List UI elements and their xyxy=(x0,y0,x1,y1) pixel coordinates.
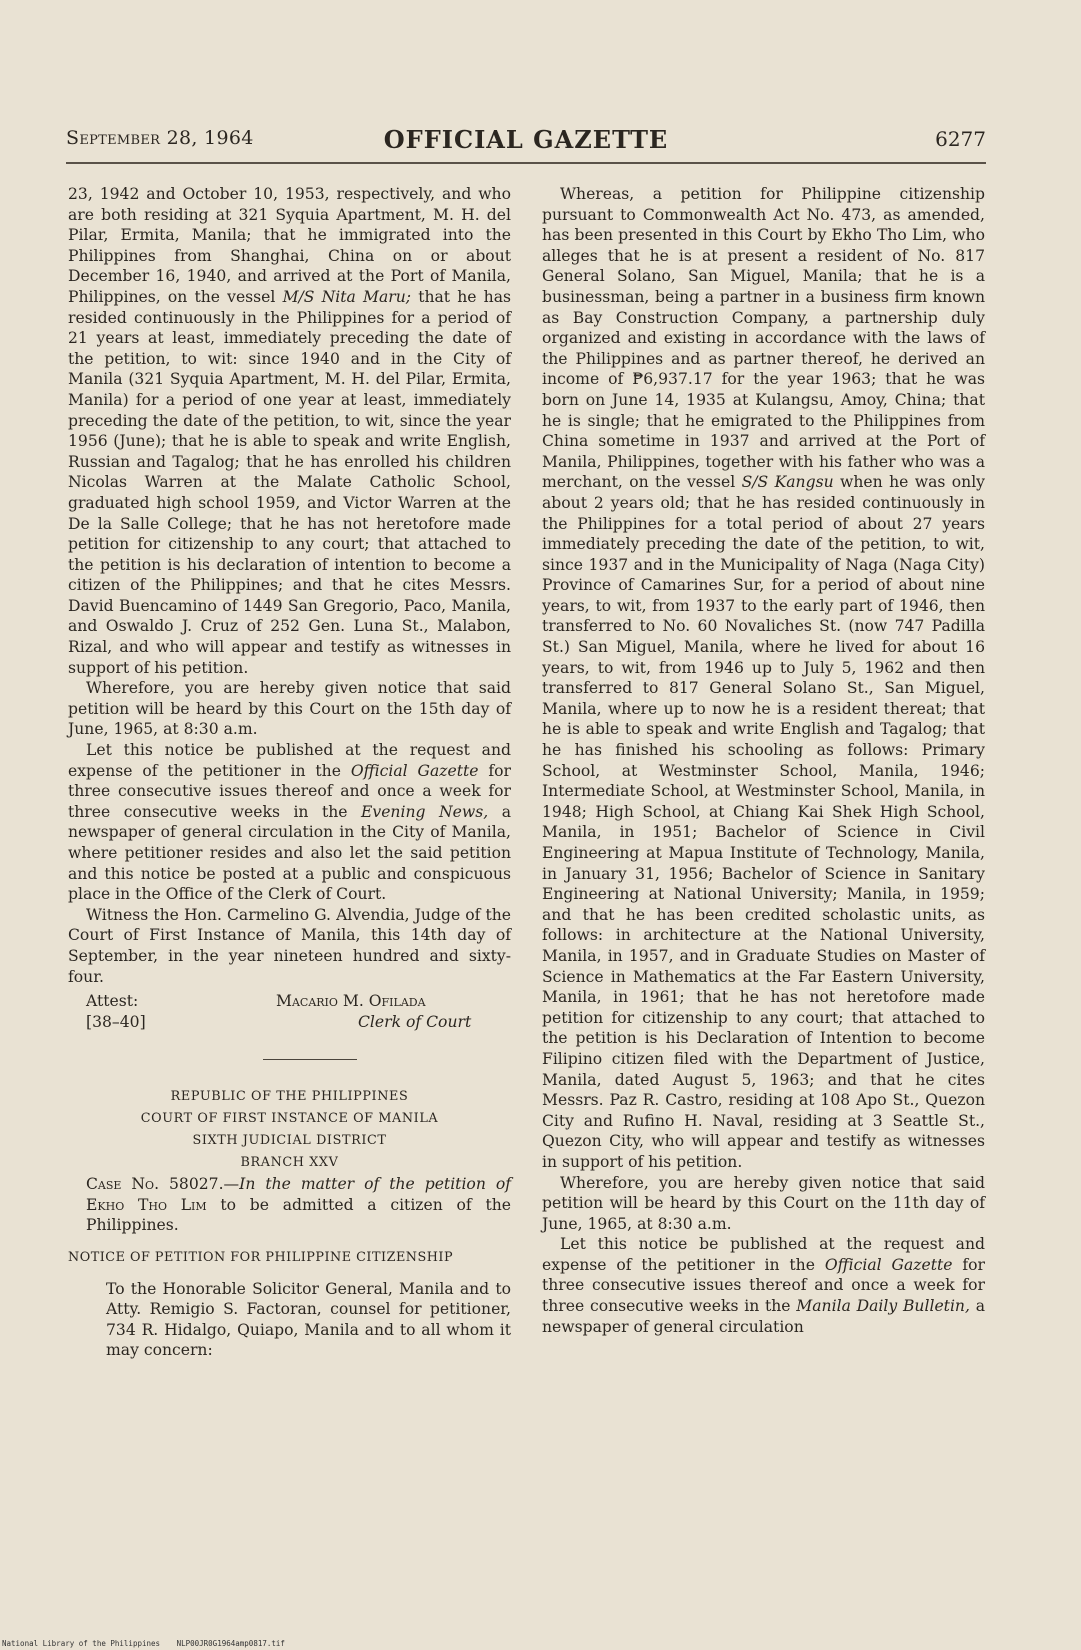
paragraph: Let this notice be published at the request and expense of the petitioner in the Official Gazette for three consecutive issues thereof and once a week for three consecutive weeks in the Manila Daily Bulletin, a newspaper of general circulation xyxy=(542,1235,985,1336)
case-heading: Case No. 58027.—In the matter of the petition of Ekho Tho Lim to be admitted a citizen of the Philippines. xyxy=(86,1175,511,1235)
issue-reference: [38–40] xyxy=(86,1013,146,1032)
paragraph: Whereas, a petition for Philippine citizenship pursuant to Commonwealth Act No. 473, as amended, has been presented in this Court by Ekho Tho Lim, who alleges that he is at present a resident of No. 817 General Solano, San Miguel, Manila; that he is a businessman, being a partner in a business firm known as Bay Construction Company, a partnership duly organized and existing in accordance with the laws of the Philippines and as partner thereof, he derived an income of ₱6,937.17 for the year 1963; that he was born on June 14, 1935 at Kulangsu, Amoy, China; that he is single; that he emigrated to the Philippines from China sometime in 1937 and arrived at the Port of Manila, Philippines, together with his father who was a merchant, on the vessel S/S Kangsu when he was only about 2 years old; that he has resided continuously in the Philippines for a total period of about 27 years immediately preceding the date of the petition, to wit, since 1937 and in the Municipality of Naga (Naga City) Province of Camarines Sur, for a period of about nine years, to wit, from 1937 to the early part of 1946, then transferred to No. 60 Novaliches St. (now 747 Padilla St.) San Miguel, Manila, where he lived for about 16 years, to wit, from 1946 up to July 5, 1962 and then transferred to 817 General Solano St., San Miguel, Manila, where up to now he is a resident thereat; that he is able to speak and write English and Tagalog; that he has finished his schooling as follows: Primary School, at Westminster School, Manila, 1946; Intermediate School, at Westminster School, Manila, in 1948; High School, at Chiang Kai Shek High School, Manila, in 1951; Bachelor of Science in Civil Engineering at Mapua Institute of Technology, Manila, in January 31, 1956; Bachelor of Science in Sanitary Engineering at National University; Manila, in 1959; and that he has been credited scholastic units, as follows: in architecture at the National University, Manila, in 1957, and in Graduate Studies on Master of Science in Mathematics at the Far Eastern University, Manila, in 1961; that he has not heretofore made petition for citizenship to any court; that attached to the petition is his Declaration of Intention to become Filipino citizen filed with the Department of Justice, Manila, dated August 5, 1963; and that he cites Messrs. Paz R. Castro, residing at 108 Apo St., Quezon City and Rufino H. Naval, residing at 3 Seattle St., Quezon City, who will appear and testify as witnesses in support of his petition. xyxy=(542,185,985,1171)
caption-line: COURT OF FIRST INSTANCE OF MANILA xyxy=(140,1111,439,1127)
paragraph: Wherefore, you are hereby given notice that said petition will be heard by this Court on the 15th day of June, 1965, at 8:30 a.m. xyxy=(68,679,511,739)
caption-line: BRANCH XXV xyxy=(240,1155,339,1171)
paragraph: 23, 1942 and October 10, 1953, respectively, and who are both residing at 321 Syquia Apartment, M. H. del Pilar, Ermita, Manila; that he immigrated into the Philippines from Shanghai, China on or about December 16, 1940, and arrived at the Port of Manila, Philippines, on the vessel M/S Nita Maru; that he has resided continuously in the Philippines for a period of 21 years at least, immediately preceding the date of the petition, to wit: since 1940 and in the City of Manila (321 Syquia Apartment, M. H. del Pilar, Ermita, Manila) for a period of one year at least, immediately preceding the date of the petition, to wit, since the year 1956 (June); that he is able to speak and write English, Russian and Tagalog; that he has enrolled his children Nicolas Warren at the Malate Catholic School, graduated high school 1959, and Victor Warren at the De la Salle College; that he has not heretofore made petition for citizenship to any court; that attached to the petition is his declaration of intention to become a citizen of the Philippines; and that he cites Messrs. David Buencamino of 1449 San Gregorio, Paco, Manila, and Oswaldo J. Cruz of 252 Gen. Luna St., Malabon, Rizal, and who will appear and testify as witnesses in support of his petition. xyxy=(68,185,512,677)
header-rule xyxy=(66,162,986,164)
attest-label: Attest: xyxy=(86,992,139,1011)
paragraph: Witness the Hon. Carmelino G. Alvendia, Judge of the Court of First Instance of Manila, this 14th day of September, in the year nineteen hundred and sixty-four. xyxy=(68,905,511,986)
caption-line: SIXTH JUDICIAL DISTRICT xyxy=(192,1133,387,1149)
library-credit: National Library of the Philippines xyxy=(2,1639,161,1648)
page-header xyxy=(66,125,986,155)
addressees: To the Honorable Solicitor General, Manila and to Atty. Remigio S. Factoran, counsel for petitioner, 734 R. Hidalgo, Quiapo, Manila and to all whom it may concern: xyxy=(106,1279,511,1360)
paragraph: Wherefore, you are hereby given notice that said petition will be heard by this Court on the 11th day of June, 1965, at 8:30 a.m. xyxy=(542,1173,985,1233)
issue-date: September 28, 1964 xyxy=(66,127,254,149)
notice-title: NOTICE OF PETITION FOR PHILIPPINE CITIZENSHIP xyxy=(68,1249,454,1265)
signer-name: Macario M. Ofilada xyxy=(276,992,426,1011)
caption-line: REPUBLIC OF THE PHILIPPINES xyxy=(170,1089,409,1105)
paragraph: Let this notice be published at the request and expense of the petitioner in the Official Gazette for three consecutive issues thereof and once a week for three consecutive weeks in the Evening News, a newspaper of general circulation in the City of Manila, where petitioner resides and also let the said petition and this notice be posted at a public and conspicuous place in the Office of the Clerk of Court. xyxy=(68,741,511,904)
file-name: NLP00JR0G1964amp0817.tif xyxy=(176,1639,285,1648)
court-caption xyxy=(68,1086,511,1174)
scan-footer xyxy=(2,1639,285,1648)
left-column xyxy=(68,184,511,1361)
signer-title: Clerk of Court xyxy=(358,1013,472,1032)
section-divider xyxy=(263,1059,357,1060)
publication-title: OFFICIAL GAZETTE xyxy=(383,125,669,154)
page-number: 6277 xyxy=(935,127,986,151)
right-column xyxy=(542,184,985,1337)
attestation-block xyxy=(68,991,511,1033)
